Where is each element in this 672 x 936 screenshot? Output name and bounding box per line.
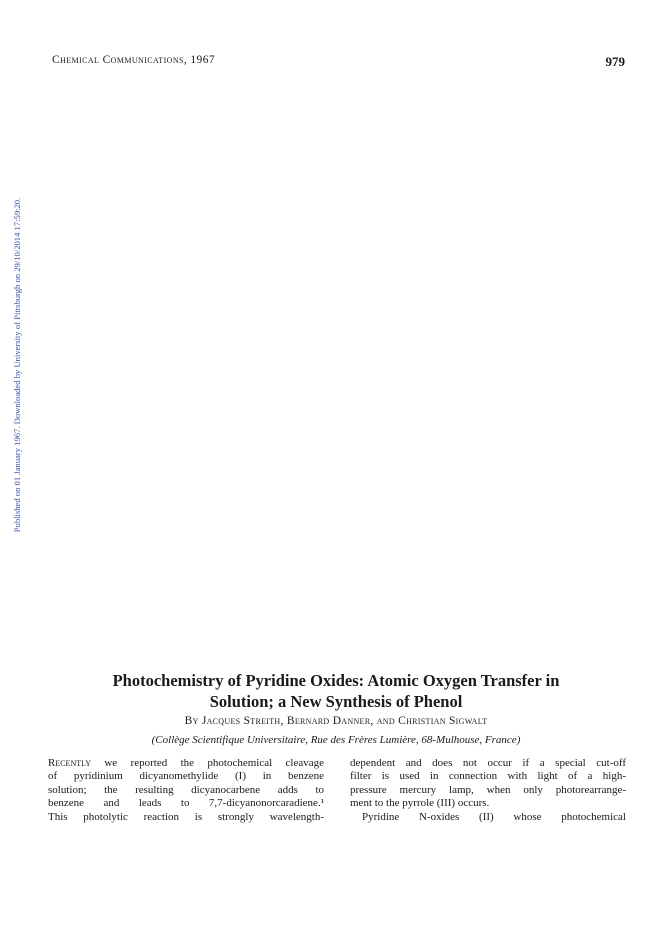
body-column-right xyxy=(350,757,626,824)
body-column-left xyxy=(48,757,324,824)
article-title-line-2: Solution; a New Synthesis of Phenol xyxy=(209,692,463,711)
body-line: This photolytic reaction is strongly wavelength- xyxy=(48,810,324,823)
body-line: dependent and does not occur if a special cut-off xyxy=(350,757,626,769)
page-number: 979 xyxy=(605,54,625,69)
download-notice xyxy=(11,150,23,580)
article-title xyxy=(60,670,612,712)
running-head xyxy=(52,54,625,70)
author-list: By Jacques Streith, Bernard Danner, and Christian Sigwalt xyxy=(184,715,488,727)
lead-word: Recently xyxy=(48,757,91,769)
download-notice-text[interactable]: Published on 01 January 1967. Downloaded by University of Pittsburgh on 29/10/2014 17:59:20. xyxy=(12,197,22,533)
body-line: solution; the resulting dicyanocarbene adds to xyxy=(48,783,324,796)
body-line xyxy=(48,757,324,770)
journal-name: Chemical Communications, 1967 xyxy=(52,54,216,66)
body-line: benzene and leads to 7,7-dicyanonorcaradiene.¹ xyxy=(48,797,324,810)
body-line-text: we reported the photochemical cleavage xyxy=(90,757,324,769)
body-line: Pyridine N-oxides (II) whose photochemical xyxy=(362,810,626,823)
body-line: of pyridinium dicyanomethylide (I) in benzene xyxy=(48,770,324,783)
article-title-line-1: Photochemistry of Pyridine Oxides: Atomic Oxygen Transfer in xyxy=(112,671,560,690)
affiliation: (Collège Scientifique Universitaire, Rue des Frères Lumière, 68-Mulhouse, France) xyxy=(151,734,521,746)
body-line: filter is used in connection with light of a high- xyxy=(350,770,626,783)
body-line: pressure mercury lamp, when only photorearrange- xyxy=(350,783,626,796)
body-line: ment to the pyrrole (III) occurs. xyxy=(350,797,490,810)
